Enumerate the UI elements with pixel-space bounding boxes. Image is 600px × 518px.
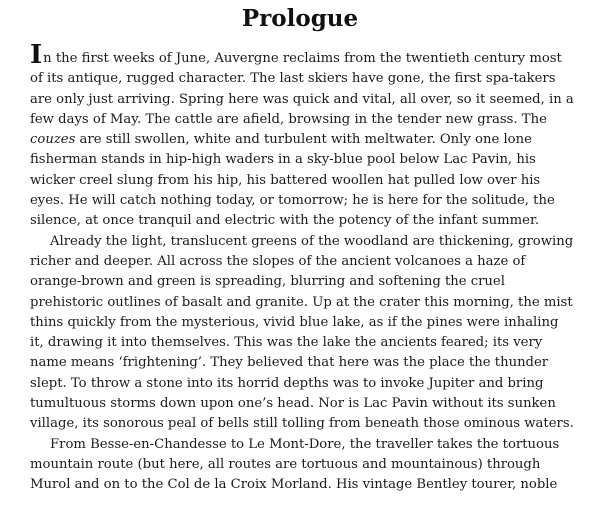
paragraph-2: Already the light, translucent greens of the woodland are thickening, growing richer and deeper. All across the slopes of the ancient volcanoes a haze of orange-brown and green is spreading, blurring and softening the cruel prehistoric outlines of basalt and granite. Up at the crater this morning, the mist thins quickly from the mysterious, vivid blue lake, as if the pines were inhaling it, drawing it into themselves. This was the lake the ancients feared; its very name means ‘frightening’. They believed that here was the place the thunder slept. To throw a stone into its horrid depths was to invoke Jupiter and bring tumultuous storms down upon one’s head. Nor is Lac Pavin without its sunken village, its sonorous peal of bells still tolling from beneath those ominous waters. xyxy=(30,233,574,432)
drop-cap: I xyxy=(30,40,43,70)
paragraph-1-text-b: are still swollen, white and turbulent with meltwater. Only one lone fisherman stands in hip-high waders in a sky-blue pool below Lac Pavin, his wicker creel slung from his hip, his battered woollen hat pulled low over his eyes. He will catch nothing today, or tomorrow; he is here for the solitude, the silence, at once tranquil and electric with the potency of the infant summer. xyxy=(30,132,555,229)
paragraph-3: From Besse-en-Chandesse to Le Mont-Dore, the traveller takes the tortuous mountain route (but here, all routes are tortuous and mountainous) through Murol and on to the Col de la Croix Morland. His vintage Bentley tourer, noble xyxy=(30,436,560,493)
body-text xyxy=(30,40,576,496)
paragraph-1-text-a: n the first weeks of June, Auvergne reclaims from the twentieth century most of its antique, rugged character. The last skiers have gone, the first spa-takers are only just arriving. Spring here was quick and vital, all over, so it seemed, in a few days of May. The cattle are afield, browsing in the tender new grass. The xyxy=(30,51,574,127)
paragraph-1-italic: couzes xyxy=(30,132,76,148)
page-title: Prologue xyxy=(241,5,359,32)
paragraph-1 xyxy=(30,40,576,232)
